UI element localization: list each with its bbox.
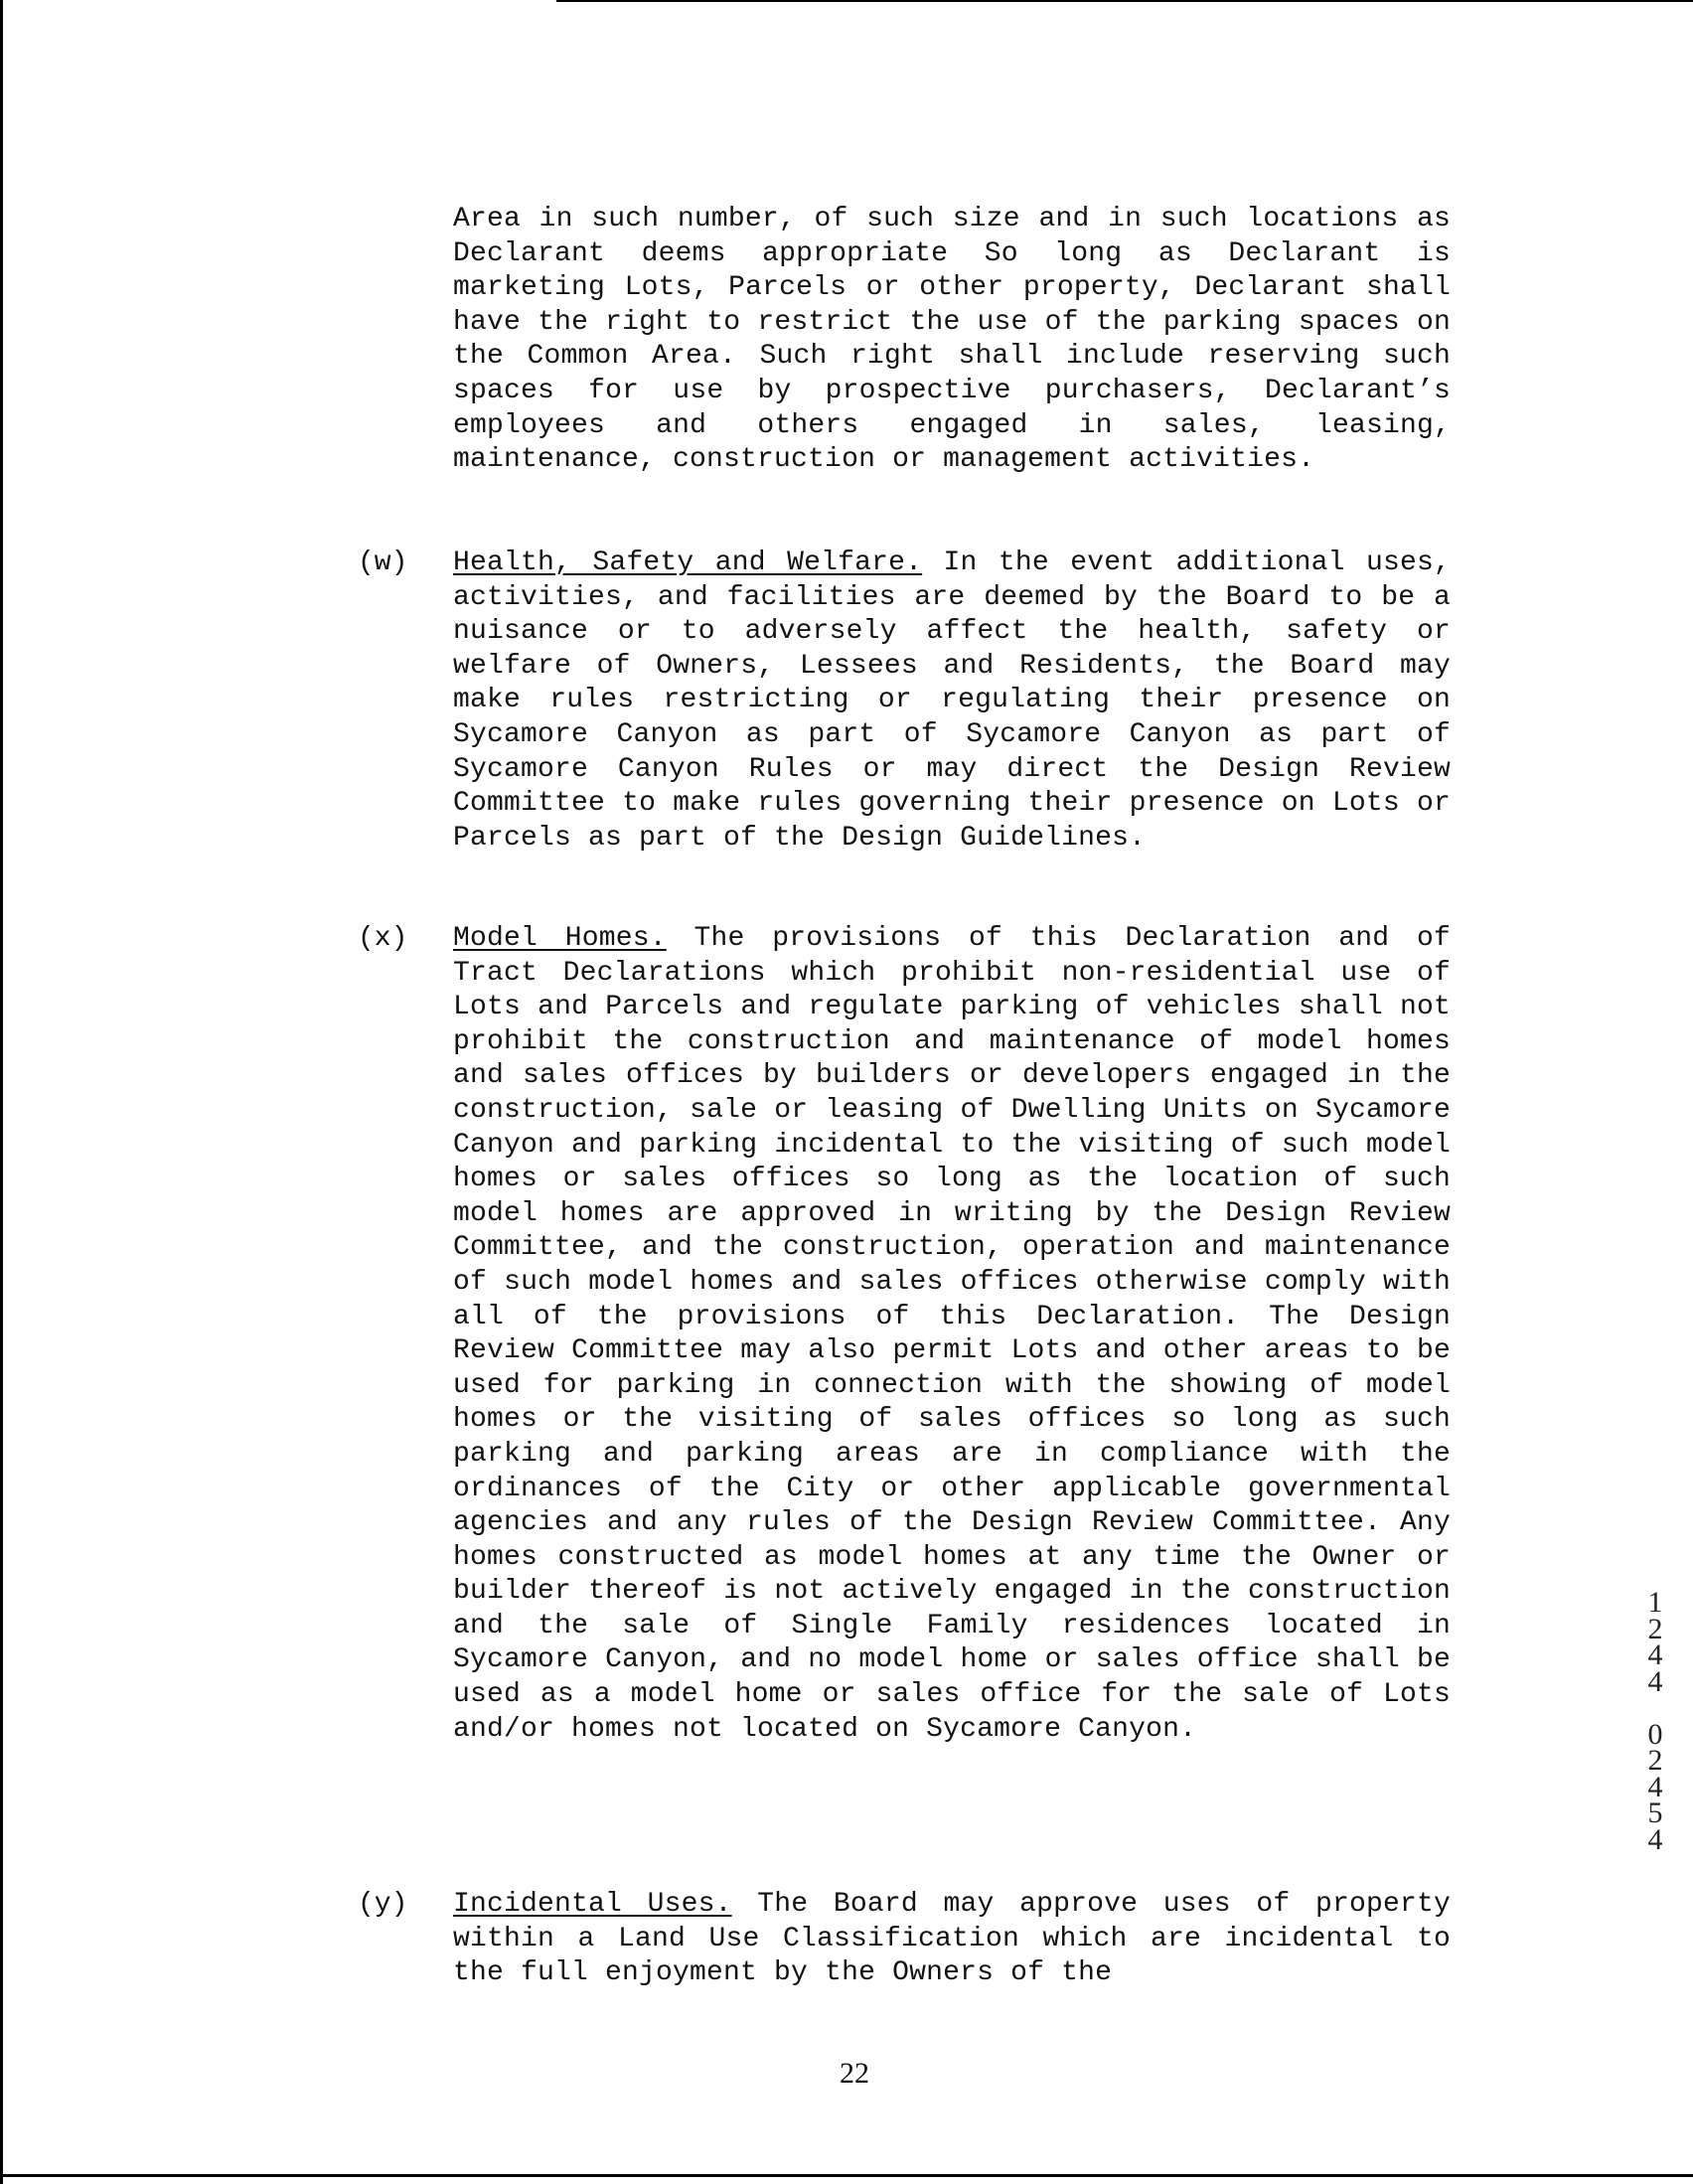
margin-document-stamp — [1643, 1586, 1667, 1856]
margin-stamp-char: 1 — [1647, 1586, 1663, 1619]
continuation-text: Area in such number, of such size and in such locations as Declarant deems appropriate So long as Declarant is marketing Lots, Parcels or other property, Declarant shall have the right to restrict the use of the parking spaces on the Common Area. Such right shall include reserving such spaces for use by prospective purchasers, Declarant’s employees and others engaged in sales, leasing, maintenance, construction or management activities. — [453, 204, 1451, 476]
page-border-left — [0, 0, 3, 2184]
item-w-heading: Health, Safety and Welfare. — [453, 547, 923, 578]
item-y-heading: Incidental Uses. — [453, 1889, 732, 1920]
item-w-text: In the event additional uses, activities, and facilities are deemed by the Board to be a nuisance or to adversely affect the health, safety or welfare of Owners, Lessees and Residents, the Board may make rules restricting or regulating their presence on Sycamore Canyon as part of Sycamore Canyon as part of Sycamore Canyon Rules or may direct the Design Review Committee to make rules governing their presence on Lots or Parcels as part of the Design Guidelines. — [453, 547, 1451, 854]
item-w-marker: (w) — [358, 547, 408, 578]
item-x-text: The provisions of this Declaration and of Tract Declarations which prohibit non-residential use of Lots and Parcels and regulate parking of vehicles shall not prohibit the construction and maintenance of model homes and sales offices by builders or developers engaged in the construction, sale or leasing of Dwelling Units on Sycamore Canyon and parking incidental to the visiting of such model homes or sales offices so long as the location of such model homes are approved in writing by the Design Review Committee, and the construction, operation and maintenance of such model homes and sales offices otherwise comply with all of the provisions of this Declaration. The Design Review Committee may also permit Lots and other areas to be used for parking in connection with the showing of model homes or the visiting of sales offices so long as such parking and parking areas are in compliance with the ordinances of the City or other applicable governmental agencies and any rules of the Design Review Committee. Any homes constructed as model homes at any time the Owner or builder thereof is not actively engaged in the construction and the sale of Single Family residences located in Sycamore Canyon, and no model home or sales office shall be used as a model home or sales office for the sale of Lots and/or homes not located on Sycamore Canyon. — [453, 923, 1451, 1745]
page-border-bottom — [0, 2174, 1693, 2177]
item-w-paragraph — [453, 546, 1451, 856]
item-y-marker: (y) — [358, 1889, 408, 1920]
margin-stamp-char: 4 — [1647, 1664, 1663, 1698]
item-y-text: The Board may approve uses of property within a Land Use Classification which are incidental to the full enjoyment by the Owners of the — [453, 1889, 1452, 1989]
item-x-heading: Model Homes. — [453, 923, 667, 954]
margin-stamp-char: 2 — [1647, 1744, 1663, 1777]
continuation-paragraph — [453, 203, 1451, 478]
page-border-top — [556, 0, 1693, 2]
item-x-marker: (x) — [358, 923, 408, 954]
margin-stamp-char: 5 — [1647, 1796, 1663, 1829]
margin-stamp-char: 4 — [1647, 1638, 1663, 1671]
page-number: 22 — [840, 2057, 869, 2090]
item-y-paragraph — [453, 1888, 1451, 1991]
margin-stamp-char: 4 — [1647, 1770, 1663, 1803]
margin-stamp-char: 2 — [1647, 1612, 1663, 1645]
margin-stamp-char: 4 — [1647, 1822, 1663, 1856]
item-x-paragraph — [453, 922, 1451, 1747]
margin-stamp-char: 0 — [1647, 1717, 1663, 1751]
